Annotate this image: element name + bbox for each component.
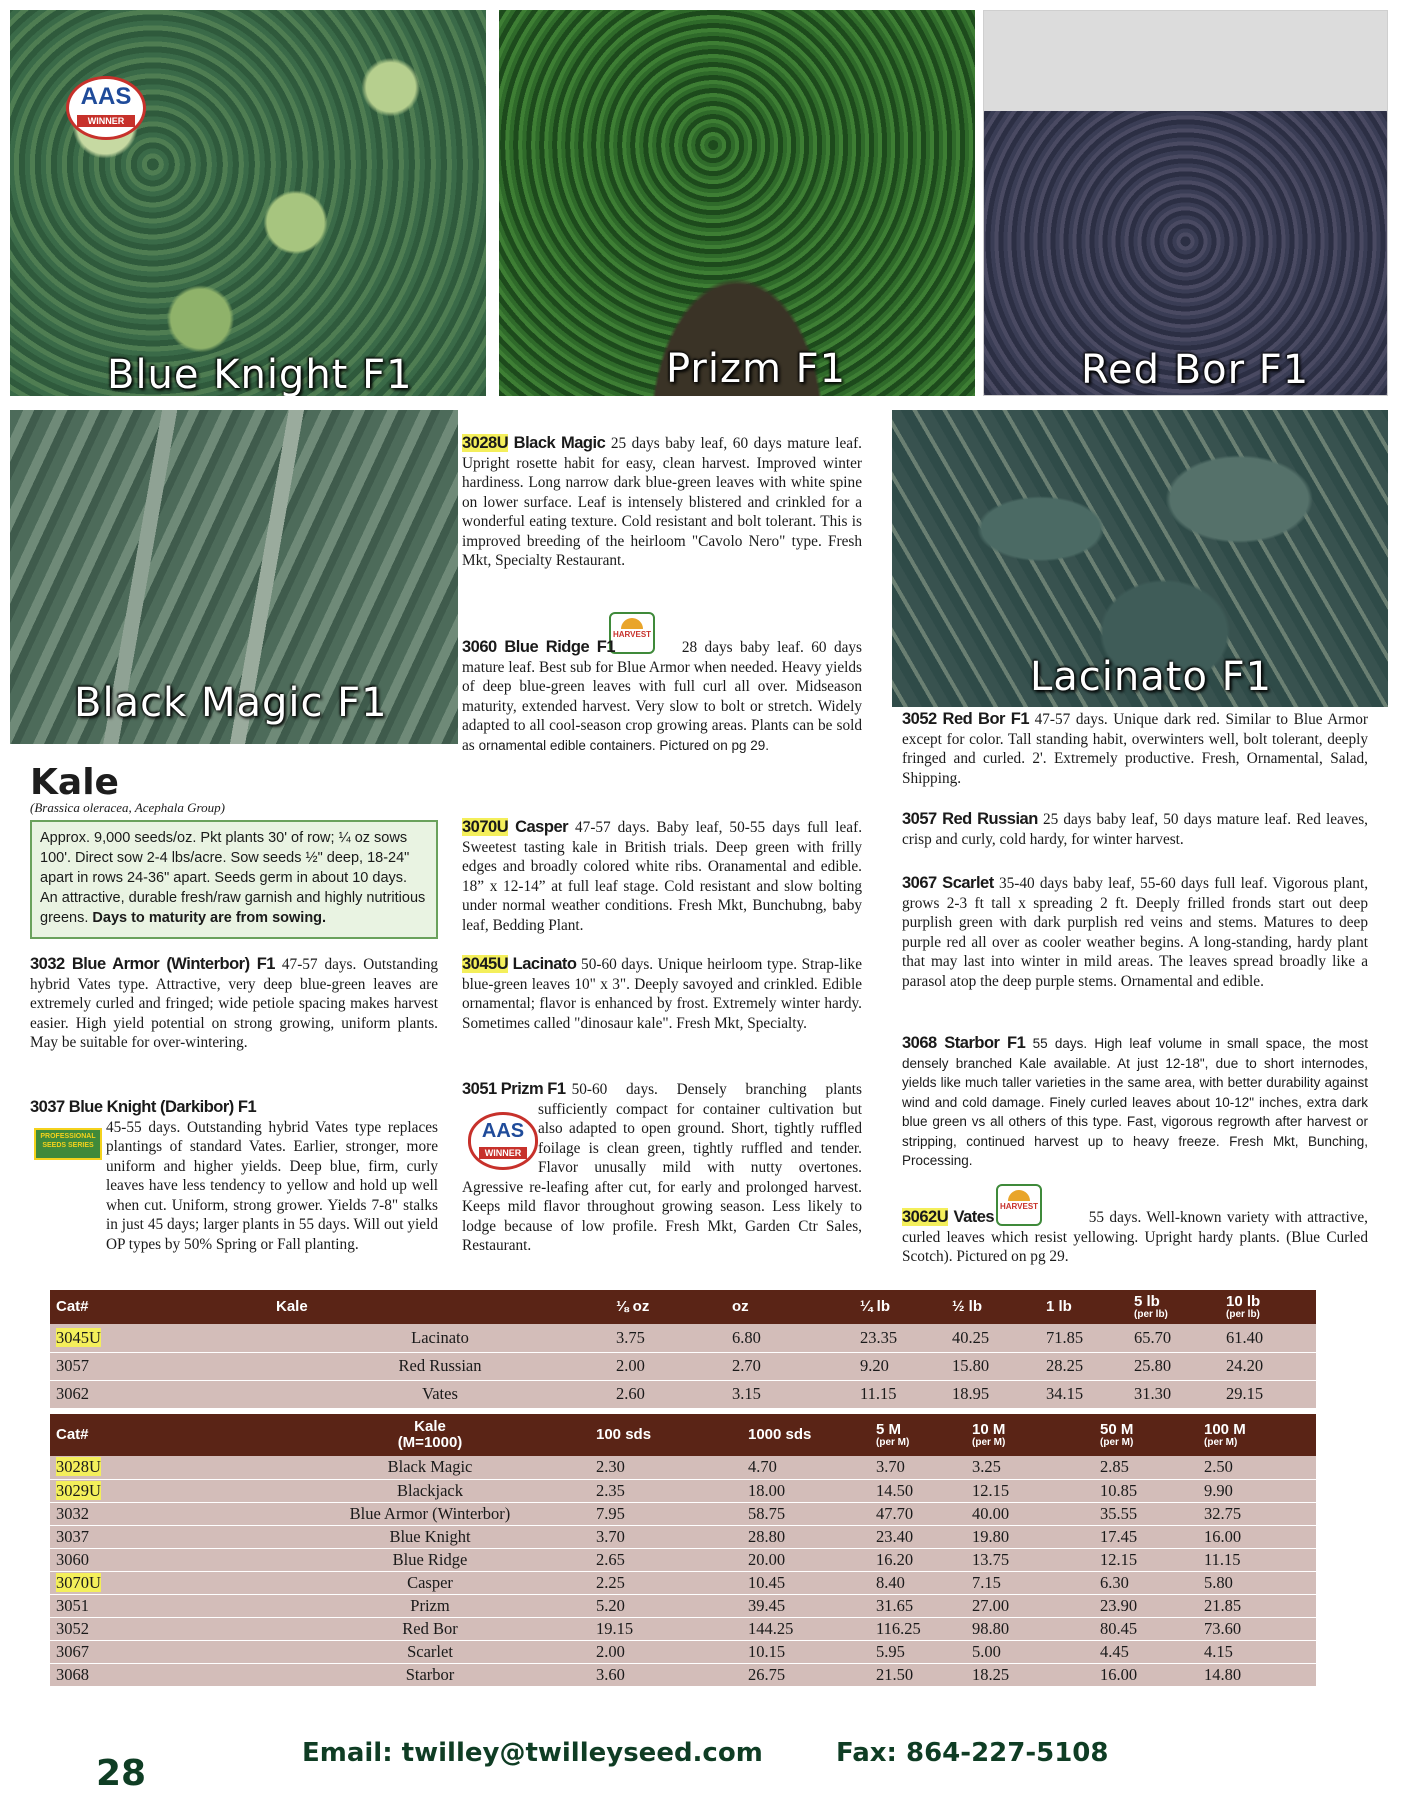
- col-header: ½ lb: [946, 1290, 1040, 1324]
- table-row: [50, 1456, 1316, 1479]
- cell-price: 15.80: [946, 1352, 1040, 1380]
- cell-price: 5.00: [966, 1640, 1094, 1663]
- cell-price: 26.75: [742, 1663, 870, 1686]
- cell-variety: Blue Knight: [270, 1525, 590, 1548]
- col-header: [1094, 1414, 1198, 1456]
- cell-price: 3.70: [870, 1456, 966, 1479]
- photo-blue-knight: [10, 10, 486, 396]
- cell-cat: [50, 1479, 270, 1502]
- cell-price: 4.45: [1094, 1640, 1198, 1663]
- table-row: [50, 1324, 1316, 1352]
- col-header-label: 5 lb: [1134, 1293, 1160, 1310]
- table-row: [50, 1594, 1316, 1617]
- variety-3068: [902, 1034, 1368, 1171]
- cell-price: 18.95: [946, 1380, 1040, 1408]
- cell-price: 23.90: [1094, 1594, 1198, 1617]
- aas-winner-badge: [66, 76, 146, 140]
- cell-variety: Prizm: [270, 1594, 590, 1617]
- variety-code: 3057 Red Russian: [902, 810, 1038, 828]
- cell-price: 4.70: [742, 1456, 870, 1479]
- cell-price: 2.65: [590, 1548, 742, 1571]
- cell-variety: Blackjack: [270, 1479, 590, 1502]
- variety-3057: [902, 810, 1368, 849]
- photo-lacinato: [892, 410, 1388, 707]
- variety-name: Vates: [953, 1208, 995, 1226]
- cell-price: 2.00: [590, 1640, 742, 1663]
- cell-price: 6.80: [726, 1324, 854, 1352]
- cell-price: 73.60: [1198, 1617, 1316, 1640]
- col-header: Kale: [270, 1290, 610, 1324]
- photo-red-bor: [983, 10, 1388, 396]
- photo-caption: Red Bor F1: [1081, 347, 1310, 393]
- photo-prizm: [499, 10, 975, 396]
- info-text: Approx. 9,000 seeds/oz. Pkt plants 30' of row; ¼ oz sows 100'. Direct sow 2-4 lbs/acre. Sow seeds ½" deep, 18-24" apart in rows 24-36" apart. Seeds germ in about 10 days. An attractive, durable fresh/raw garnish and highly nutritious greens.: [40, 830, 426, 926]
- col-header-label: 50 M: [1100, 1421, 1134, 1438]
- cell-price: 2.70: [726, 1352, 854, 1380]
- cell-price: 2.00: [610, 1352, 726, 1380]
- price-table-seed-count: [50, 1414, 1316, 1687]
- variety-description: 28 days baby leaf. 60 days mature leaf. Best sub for Blue Armor when needed. Heavy yields of deep blue-green leaves with full curl all over. Midseason maturity, extended harvest. Very slow to bolt or stretch. Widely adapted to all cool-season crop growing areas. Plants can be sold as: [462, 639, 862, 754]
- catalog-number: 3029U: [56, 1480, 101, 1500]
- table-row: [50, 1617, 1316, 1640]
- cell-price: 13.75: [966, 1548, 1094, 1571]
- cell-price: 12.15: [966, 1479, 1094, 1502]
- footer-fax: Fax: 864-227-5108: [836, 1738, 1109, 1768]
- col-header: Cat#: [50, 1290, 270, 1324]
- catalog-number: 3057: [56, 1356, 89, 1375]
- variety-description: 25 days baby leaf, 50 days mature leaf. Red leaves, crisp and curly, cold hardy, for winter harvest.: [902, 811, 1369, 848]
- cell-price: 80.45: [1094, 1617, 1198, 1640]
- cell-price: 32.75: [1198, 1502, 1316, 1525]
- cell-price: 65.70: [1128, 1324, 1220, 1352]
- variety-description: 50-60 days. Densely branching plants sufficiently compact for container cultivation but also adapted to open ground. Short, tightly ruffled foilage is clean green, tightly ruffled and tender. Flavor unusally mild with nutty overtones. Agressive re-leafing after cut, for early and prolonged harvest. Keeps mild flavor throughout growing season. Less likely to lodge because of low profile. Fresh Mkt, Garden Ctr Sales, Restaurant.: [462, 1081, 862, 1254]
- cell-price: 10.45: [742, 1571, 870, 1594]
- cell-price: 20.00: [742, 1548, 870, 1571]
- cell-cat: [50, 1548, 270, 1571]
- cell-variety: Black Magic: [270, 1456, 590, 1479]
- col-header-label: 100 M: [1204, 1421, 1246, 1438]
- cell-price: 6.30: [1094, 1571, 1198, 1594]
- cell-variety: Lacinato: [270, 1324, 610, 1352]
- cell-price: 34.15: [1040, 1380, 1128, 1408]
- cell-price: 25.80: [1128, 1352, 1220, 1380]
- cell-variety: Vates: [270, 1380, 610, 1408]
- catalog-number: 3070U: [56, 1572, 101, 1592]
- col-header-label: 10 M: [972, 1421, 1006, 1438]
- table-header-row: [50, 1290, 1316, 1324]
- variety-3051: [462, 1080, 862, 1256]
- cell-price: 3.60: [590, 1663, 742, 1686]
- harvest-badge-text: HARVEST: [999, 1202, 1039, 1211]
- table-row: [50, 1640, 1316, 1663]
- professional-seeds-badge: PROFESSIONAL SEEDS SERIES: [34, 1128, 102, 1160]
- variety-3045: [462, 955, 862, 1033]
- catalog-number: 3032: [56, 1503, 89, 1523]
- cell-cat: [50, 1571, 270, 1594]
- cell-price: 28.80: [742, 1525, 870, 1548]
- variety-note: ornamental edible containers. Pictured on pg 29.: [478, 737, 770, 753]
- col-header: [1128, 1290, 1220, 1324]
- cell-cat: [50, 1663, 270, 1686]
- cell-price: 9.90: [1198, 1479, 1316, 1502]
- variety-description: 35-40 days baby leaf, 55-60 days full leaf. Vigorous plant, grows 2-3 ft tall x spreading 2 ft. Deeply frilled fronds start out deep purplish green with dark purplish red veins and stems. Matures to deep purple red all over as cooler weather begins. A long-standing, hardy plant that may last into winter in mild areas. The leaves spread broadly like a parasol atop the deep purple stems. Ornamental and edible.: [902, 875, 1369, 990]
- cell-cat: [50, 1380, 270, 1408]
- catalog-number: 3045U: [56, 1327, 101, 1347]
- cell-price: 11.15: [1198, 1548, 1316, 1571]
- cell-price: 18.25: [966, 1663, 1094, 1686]
- table-row: [50, 1663, 1316, 1686]
- variety-3032: [30, 955, 438, 1053]
- col-header-unit: (per M): [1204, 1437, 1238, 1448]
- col-header: 100 sds: [590, 1414, 742, 1456]
- variety-description: 55 days. High leaf volume in small space, the most densely branched Kale available. At just 12-18", due to short internodes, yields like much taller varieties in the same area, with better durability against wind and cold damage. Finely curled leaves about 10-12" inches, extra dark blue green vs all others of this type. Fast, vigorous regrowth after harvest or stripping, continued harvest up to heavy freeze. Fresh Mkt, Bunching, Processing.: [902, 1036, 1369, 1168]
- col-header: 1000 sds: [742, 1414, 870, 1456]
- cell-variety: Scarlet: [270, 1640, 590, 1663]
- table-row: [50, 1479, 1316, 1502]
- variety-3052: [902, 710, 1368, 788]
- cell-price: 71.85: [1040, 1324, 1128, 1352]
- cell-price: 23.40: [870, 1525, 966, 1548]
- cell-price: 98.80: [966, 1617, 1094, 1640]
- cell-cat: [50, 1502, 270, 1525]
- cell-price: 47.70: [870, 1502, 966, 1525]
- col-header-unit: (per M): [1100, 1437, 1134, 1448]
- variety-description: 45-55 days. Outstanding hybrid Vates type replaces plantings of standard Vates. Earlier, stronger, more uniform and higher yields. Deep blue, firm, curly leaves have less tendency to yellow and hold up well when cut. Uniform, strong grower. Yields 7-8" stalks in just 45 days; larger plants in 55 days. Will out yield OP types by 50% Spring or Fall planting.: [106, 1118, 438, 1253]
- col-header: oz: [726, 1290, 854, 1324]
- cell-price: 19.80: [966, 1525, 1094, 1548]
- cell-price: 116.25: [870, 1617, 966, 1640]
- table-row: [50, 1502, 1316, 1525]
- kale-info-box: [30, 820, 438, 939]
- photo-caption: Black Magic F1: [74, 680, 388, 726]
- cell-price: 21.50: [870, 1663, 966, 1686]
- cell-variety: Blue Ridge: [270, 1548, 590, 1571]
- cell-price: 3.25: [966, 1456, 1094, 1479]
- variety-number: 3028U: [462, 434, 509, 452]
- photo-caption: Blue Knight F1: [107, 352, 413, 396]
- col-header-unit: (M=1000): [397, 1434, 463, 1451]
- photo-black-magic: [10, 410, 458, 744]
- catalog-number: 3068: [56, 1664, 89, 1684]
- col-header: Cat#: [50, 1414, 270, 1456]
- cell-price: 14.80: [1198, 1663, 1316, 1686]
- cell-variety: Blue Armor (Winterbor): [270, 1502, 590, 1525]
- cell-price: 18.00: [742, 1479, 870, 1502]
- cell-price: 144.25: [742, 1617, 870, 1640]
- price-table-bulk: [50, 1290, 1316, 1409]
- table-row: [50, 1571, 1316, 1594]
- harvest-badge-text: HARVEST: [612, 630, 652, 639]
- col-header-unit: (per lb): [1134, 1309, 1168, 1320]
- cell-price: 14.50: [870, 1479, 966, 1502]
- cell-cat: [50, 1525, 270, 1548]
- cell-price: 3.75: [610, 1324, 726, 1352]
- cell-cat: [50, 1640, 270, 1663]
- catalog-number: 3037: [56, 1526, 89, 1546]
- cell-price: 12.15: [1094, 1548, 1198, 1571]
- col-header-label: 10 lb: [1226, 1293, 1261, 1310]
- col-header: [966, 1414, 1094, 1456]
- aas-badge-text: AAS: [481, 1120, 525, 1142]
- cell-price: 23.35: [854, 1324, 946, 1352]
- cell-cat: [50, 1617, 270, 1640]
- cell-price: 31.65: [870, 1594, 966, 1617]
- cell-price: 2.60: [610, 1380, 726, 1408]
- cell-price: 31.30: [1128, 1380, 1220, 1408]
- catalog-number: 3062: [56, 1384, 89, 1403]
- cell-price: 3.15: [726, 1380, 854, 1408]
- cell-price: 16.20: [870, 1548, 966, 1571]
- cell-variety: Casper: [270, 1571, 590, 1594]
- sun-icon: [621, 618, 643, 629]
- col-header: [1198, 1414, 1316, 1456]
- col-header: ¼ lb: [854, 1290, 946, 1324]
- col-header: [270, 1414, 590, 1456]
- cell-cat: [50, 1456, 270, 1479]
- variety-code: 3032 Blue Armor (Winterbor) F1: [30, 955, 275, 973]
- cell-price: 10.85: [1094, 1479, 1198, 1502]
- variety-3070: [462, 818, 862, 935]
- aas-badge-text: AAS: [80, 83, 132, 110]
- variety-number: 3062U: [902, 1208, 949, 1226]
- cell-price: 17.45: [1094, 1525, 1198, 1548]
- col-header: [870, 1414, 966, 1456]
- variety-3037: [30, 1098, 438, 1254]
- aas-badge-winner: WINNER: [479, 1147, 527, 1159]
- cell-price: 8.40: [870, 1571, 966, 1594]
- catalog-number: 3051: [56, 1595, 89, 1615]
- variety-code: 3052 Red Bor F1: [902, 710, 1030, 728]
- cell-price: 2.25: [590, 1571, 742, 1594]
- cell-price: 27.00: [966, 1594, 1094, 1617]
- badge-spacer: [462, 1100, 538, 1178]
- col-header-unit: (per M): [876, 1437, 910, 1448]
- cell-price: 5.80: [1198, 1571, 1316, 1594]
- cell-price: 61.40: [1220, 1324, 1316, 1352]
- cell-price: 2.35: [590, 1479, 742, 1502]
- cell-price: 40.25: [946, 1324, 1040, 1352]
- variety-code: 3067 Scarlet: [902, 874, 994, 892]
- cell-price: 35.55: [1094, 1502, 1198, 1525]
- cell-price: 11.15: [854, 1380, 946, 1408]
- cell-price: 24.20: [1220, 1352, 1316, 1380]
- aas-badge-winner: WINNER: [77, 115, 135, 127]
- cell-price: 7.15: [966, 1571, 1094, 1594]
- variety-3067: [902, 874, 1368, 991]
- variety-name: Lacinato: [512, 955, 577, 973]
- cell-price: 29.15: [1220, 1380, 1316, 1408]
- cell-price: 16.00: [1198, 1525, 1316, 1548]
- variety-3060: [462, 638, 862, 755]
- col-header-unit: (per lb): [1226, 1309, 1260, 1320]
- page-number: 28: [96, 1753, 147, 1794]
- variety-description: 47-57 days. Outstanding hybrid Vates type. Attractive, very deep blue-green leaves are extremely curled and fringed; wide petiole spacing makes harvest easier. High yield potential on strong growing, uniform plants. May be suitable for over-wintering.: [30, 956, 439, 1051]
- variety-code: 3037 Blue Knight (Darkibor) F1: [30, 1098, 257, 1116]
- cell-variety: Red Bor: [270, 1617, 590, 1640]
- cell-price: 10.15: [742, 1640, 870, 1663]
- cell-price: 2.50: [1198, 1456, 1316, 1479]
- variety-number: 3070U: [462, 818, 509, 836]
- cell-price: 5.95: [870, 1640, 966, 1663]
- cell-price: 4.15: [1198, 1640, 1316, 1663]
- cell-price: 21.85: [1198, 1594, 1316, 1617]
- table-row: [50, 1380, 1316, 1408]
- cell-price: 40.00: [966, 1502, 1094, 1525]
- photo-caption: Prizm F1: [666, 346, 847, 392]
- cell-price: 16.00: [1094, 1663, 1198, 1686]
- cell-price: 2.85: [1094, 1456, 1198, 1479]
- col-header-label: Kale: [414, 1418, 446, 1435]
- sun-icon: [1008, 1190, 1030, 1201]
- cell-price: 39.45: [742, 1594, 870, 1617]
- cell-price: 5.20: [590, 1594, 742, 1617]
- cell-price: 9.20: [854, 1352, 946, 1380]
- variety-description: 47-57 days. Unique dark red. Similar to Blue Armor except for color. Tall standing habit, overwinters well, bolt tolerant, deeply fringed and curled. 2'. Extremely productive. Fresh, Ornamental, Salad, Shipping.: [902, 711, 1369, 787]
- section-title: Kale: [30, 762, 119, 803]
- cell-price: 2.30: [590, 1456, 742, 1479]
- cell-price: 7.95: [590, 1502, 742, 1525]
- cell-price: 28.25: [1040, 1352, 1128, 1380]
- col-header-label: 5 M: [876, 1421, 902, 1438]
- cell-price: 58.75: [742, 1502, 870, 1525]
- variety-description: 50-60 days. Unique heirloom type. Strap-like blue-green leaves 10" x 3". Deeply savoyed and crinkled. Edible ornamental; flavor is enhanced by frost. Extremely winter hardy. Sometimes called "dinosaur kale". Fresh Mkt, Specialty.: [462, 956, 862, 1032]
- variety-description: 25 days baby leaf, 60 days mature leaf. Upright rosette habit for easy, clean harvest. Improved winter hardiness. Long narrow dark blue-green leaves with white spine on lower surface. Leaf is intensely blistered and crinkled for a wonderful eating texture. Cold resistant and bolt tolerant. This is improved breeding of the heirloom "Cavolo Nero" type. Fresh Mkt, Specialty Restaurant.: [462, 435, 862, 569]
- cell-variety: Starbor: [270, 1663, 590, 1686]
- cell-cat: [50, 1352, 270, 1380]
- table-header-row: [50, 1414, 1316, 1456]
- variety-number: 3045U: [462, 955, 509, 973]
- variety-3028: [462, 434, 862, 571]
- col-header: ⅛ oz: [610, 1290, 726, 1324]
- catalog-number: 3067: [56, 1641, 89, 1661]
- table-row: [50, 1525, 1316, 1548]
- cell-price: 3.70: [590, 1525, 742, 1548]
- col-header: [1220, 1290, 1316, 1324]
- variety-description: 47-57 days. Baby leaf, 50-55 days full leaf. Sweetest tasting kale in British trials. Deep green with frilly edges and broadly colored white ribs. Oranamental and edible. 18” x 12-14” at full leaf stage. Cold resistant and slow bolting under normal weather conditions. Fresh Mkt, Bunchubng, baby leaf, Bedding Plant.: [462, 819, 863, 934]
- footer-email: Email: twilley@twilleyseed.com: [302, 1738, 763, 1768]
- variety-name: Casper: [515, 818, 569, 836]
- photo-caption: Lacinato F1: [1030, 654, 1273, 700]
- col-header-unit: (per M): [972, 1437, 1006, 1448]
- variety-description: 55 days. Well-known variety with attractive, curled leaves which resist yellowing. Upright hardy plants. (Blue Curled Scotch). Pictured on pg 29.: [902, 1209, 1368, 1265]
- section-latin-name: (Brassica oleracea, Acephala Group): [30, 800, 225, 815]
- cell-variety: Red Russian: [270, 1352, 610, 1380]
- variety-name: Black Magic: [513, 434, 606, 452]
- cell-cat: [50, 1324, 270, 1352]
- variety-code: 3051 Prizm F1: [462, 1080, 566, 1098]
- table-row: [50, 1548, 1316, 1571]
- catalog-number: 3028U: [56, 1457, 101, 1477]
- variety-code: 3060 Blue Ridge F1: [462, 638, 616, 656]
- cell-price: 19.15: [590, 1617, 742, 1640]
- table-row: [50, 1352, 1316, 1380]
- cell-cat: [50, 1594, 270, 1617]
- catalog-number: 3060: [56, 1549, 89, 1569]
- variety-code: 3068 Starbor F1: [902, 1034, 1026, 1052]
- info-bold-text: Days to maturity are from sowing.: [92, 910, 327, 926]
- variety-3062: [902, 1208, 1368, 1267]
- catalog-number: 3052: [56, 1618, 89, 1638]
- col-header: 1 lb: [1040, 1290, 1128, 1324]
